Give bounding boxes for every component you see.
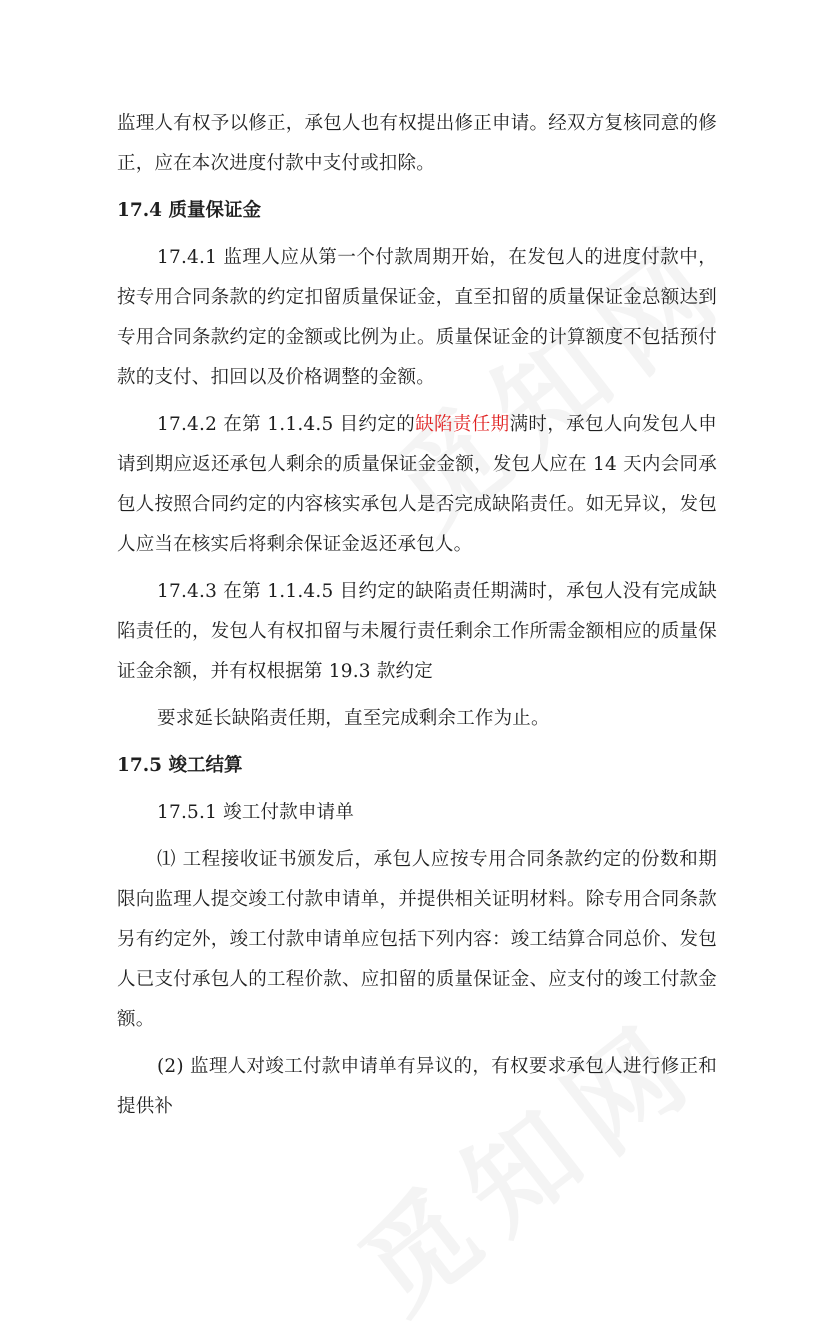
paragraph-17-5-1: 17.5.1 竣工付款申请单 xyxy=(157,802,355,823)
paragraph: 监理人有权予以修正，承包人也有权提出修正申请。经双方复核同意的修正，应在本次进度付款中支付或扣除。 xyxy=(117,113,717,174)
list-item-2: (2) 监理人对竣工付款申请单有异议的，有权要求承包人进行修正和提供补 xyxy=(117,1056,717,1117)
paragraph-17-4-2 xyxy=(117,405,717,565)
section-heading-17-5: 17.5 竣工结算 xyxy=(117,755,243,776)
paragraph-17-4-1: 17.4.1 监理人应从第一个付款周期开始，在发包人的进度付款中，按专用合同条款的约定扣留质量保证金，直至扣留的质量保证金总额达到专用合同条款约定的金额或比例为止。质量保证金的计算额度不包括预付款的支付、扣回以及价格调整的金额。 xyxy=(117,247,717,388)
text-run: 17.4.2 在第 1.1.4.5 目约定的 xyxy=(157,414,416,435)
section-heading-17-4: 17.4 质量保证金 xyxy=(117,200,261,221)
text-run: 满时，承包人向发包人申请到期应返还承包人剩余的质量保证金金额，发包人应在 14 天内会同承包人按照合同约定的内容核实承包人是否完成缺陷责任。如无异议，发包人应当在核实后将剩余保证金返还承包人。 xyxy=(117,414,718,555)
document-page xyxy=(117,104,717,1134)
paragraph-17-4-3: 17.4.3 在第 1.1.4.5 目约定的缺陷责任期满时，承包人没有完成缺陷责任的，发包人有权扣留与未履行责任剩余工作所需金额相应的质量保证金余额，并有权根据第 19.3 款约定 xyxy=(117,581,717,682)
highlighted-term: 缺陷责任期 xyxy=(415,414,510,435)
paragraph-17-4-3-continued: 要求延长缺陷责任期，直至完成剩余工作为止。 xyxy=(157,708,550,729)
list-item-1: ⑴ 工程接收证书颁发后，承包人应按专用合同条款约定的份数和期限向监理人提交竣工付款申请单，并提供相关证明材料。除专用合同条款另有约定外，竣工付款申请单应包括下列内容：竣工结算合同总价、发包人已支付承包人的工程价款、应扣留的质量保证金、应支付的竣工付款金额。 xyxy=(117,849,717,1030)
